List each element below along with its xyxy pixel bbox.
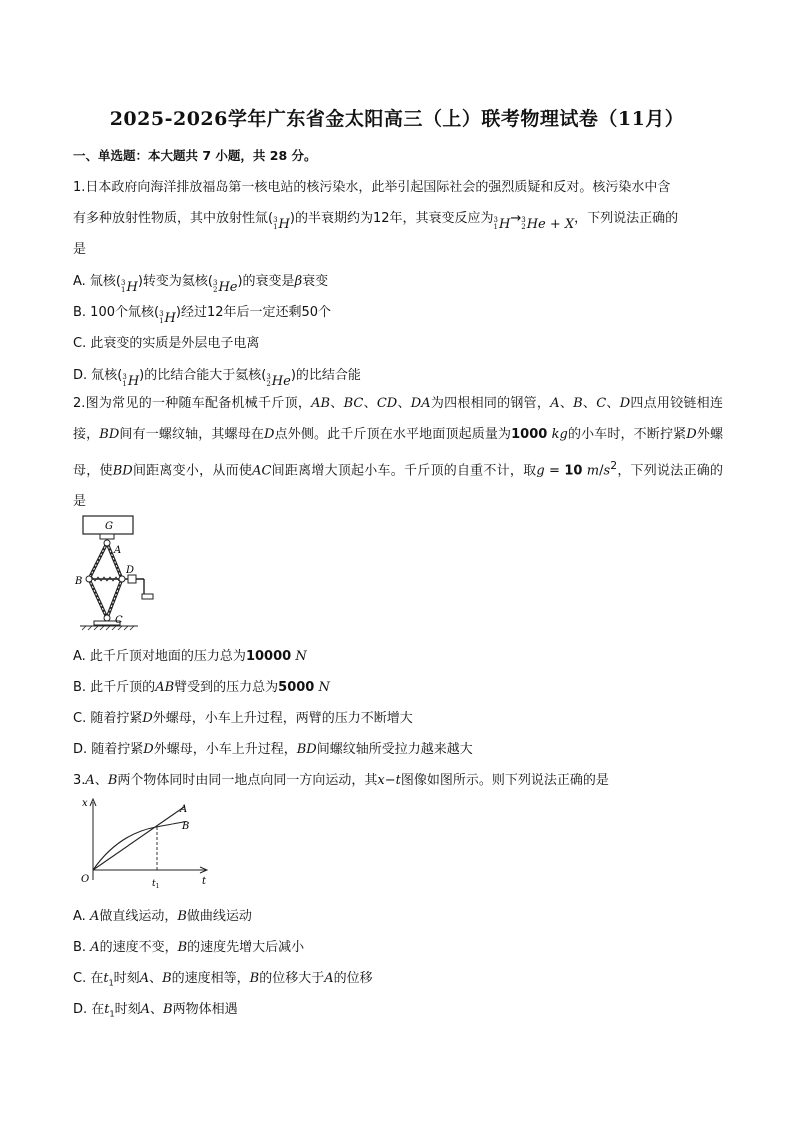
hinge-d <box>119 576 125 582</box>
axis-label-t: t <box>202 876 207 887</box>
q1-option-d: D. 氚核( 3 1 H )的比结合能大于氦核( 3 2 He )的比结合能 <box>73 368 361 389</box>
crank-handle <box>142 594 153 599</box>
nut <box>128 575 136 583</box>
xt-graph <box>76 796 216 892</box>
top-plate <box>100 534 114 539</box>
jack-figure <box>72 512 162 634</box>
q2-option-d: D. 随着拧紧D外螺母，小车上升过程，BD间螺纹轴所受拉力越来越大 <box>73 742 473 757</box>
q3-stem: 3.A、B两个物体同时由同一地点向同一方向运动，其x−t图像如图所示。则下列说法正确的是 <box>73 773 609 788</box>
curve-b <box>93 822 186 870</box>
section-heading: 一、单选题：本大题共 7 小题，共 28 分。 <box>73 148 317 163</box>
axis-label-x: x <box>82 798 88 809</box>
ground-hatch <box>82 626 134 630</box>
hinge-b <box>86 576 92 582</box>
q3-option-d: D. 在$t_1$时刻A、B两物体相遇 <box>73 1002 238 1019</box>
fig-label-b: B <box>75 576 83 587</box>
q1-stem-line3: 是 <box>73 242 87 257</box>
screw-thread <box>92 577 119 581</box>
q1-stem-line1: 1.日本政府向海洋排放福岛第一核电站的核污染水，此举引起国际社会的强烈质疑和反对。核污染水中含 <box>73 180 671 195</box>
t1-label: $t_1$ <box>152 879 160 890</box>
fig-label-c: C <box>115 615 123 626</box>
q3-option-b: B. A的速度不变，B的速度先增大后减小 <box>73 940 305 955</box>
curve-label-a: A <box>180 804 188 815</box>
q3-option-a: A. A做直线运动，B做曲线运动 <box>73 909 252 924</box>
q2-stem: 2.图为常见的一种随车配备机械千斤顶，AB、BC、CD、DA为四根相同的钢管，A、B、C、D四点用铰链相连接，BD间有一螺纹轴，其螺母在D点外侧。此千斤顶在水平地面顶起质量为1000 kg的小车时，不断拧紧D外螺母，使BD间距离变小，从而使AC间距离增大顶起小车。千斤顶的自重不计，取g = 10 $m/s^2$，下列说法正确的是 <box>73 396 723 510</box>
line-a <box>93 807 184 870</box>
q1-stem-line2: 有多种放射性物质，其中放射性氚( 3 1 H )的半衰期约为12年，其衰变反应为 3 1 H → 3 2 He + X ，下列说法正确的 <box>73 211 679 232</box>
q1-option-a: A. 氚核( 3 1 H )转变为氦核( 3 2 He )的衰变是β衰变 <box>73 274 329 295</box>
hinge-c <box>104 615 110 621</box>
hinge-a <box>104 540 110 546</box>
q1-option-b: B. 100个氚核( 3 1 H )经过12年后一定还剩50个 <box>73 305 332 326</box>
fig-label-d: D <box>126 565 135 576</box>
curve-label-b: B <box>182 821 190 832</box>
page-title: 2025-2026学年广东省金太阳高三（上）联考物理试卷（11月） <box>109 108 685 130</box>
fig-label-g: G <box>105 521 113 532</box>
q2-option-a: A. 此千斤顶对地面的压力总为10000 N <box>73 649 307 664</box>
q2-option-b: B. 此千斤顶的AB臂受到的压力总为5000 N <box>73 680 330 695</box>
fig-label-a: A <box>114 545 122 556</box>
q3-option-c: C. 在$t_1$时刻A、B的速度相等，B的位移大于A的位移 <box>73 971 373 988</box>
q2-option-c: C. 随着拧紧D外螺母，小车上升过程，两臂的压力不断增大 <box>73 711 413 726</box>
q1-option-c: C. 此衰变的实质是外层电子电离 <box>73 336 260 351</box>
origin-label: O <box>81 874 90 885</box>
